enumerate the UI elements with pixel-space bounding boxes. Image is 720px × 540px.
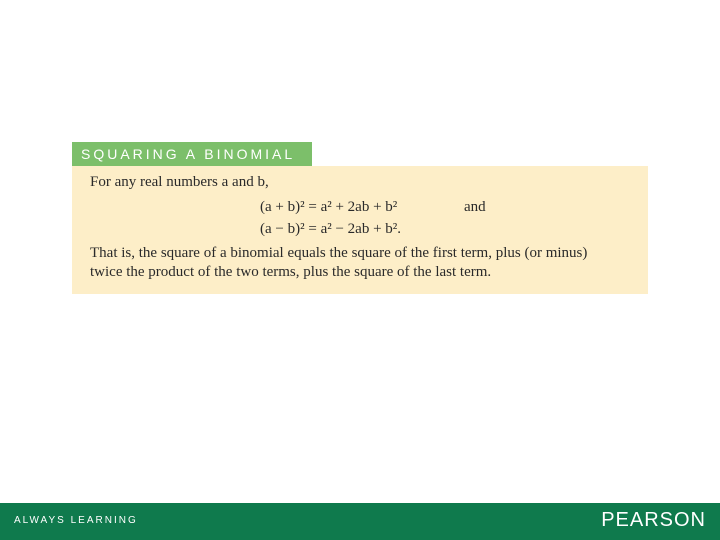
intro-text: For any real numbers a and b, (90, 174, 269, 190)
equation-sum-square: (a + b)² = a² + 2ab + b² (260, 199, 398, 215)
footer-bar (0, 503, 720, 540)
footer-tagline: ALWAYS LEARNING (14, 515, 138, 526)
pearson-logo: PEARSON (601, 509, 706, 531)
box-title: SQUARING A BINOMIAL (72, 142, 312, 166)
description-line-1: That is, the square of a binomial equals the square of the first term, plus (or minus) (90, 245, 588, 261)
description-line-2: twice the product of the two terms, plus the square of the last term. (90, 264, 492, 280)
definition-box (72, 166, 648, 294)
connector-text: and (464, 199, 486, 215)
equation-difference-square: (a − b)² = a² − 2ab + b². (260, 221, 402, 237)
